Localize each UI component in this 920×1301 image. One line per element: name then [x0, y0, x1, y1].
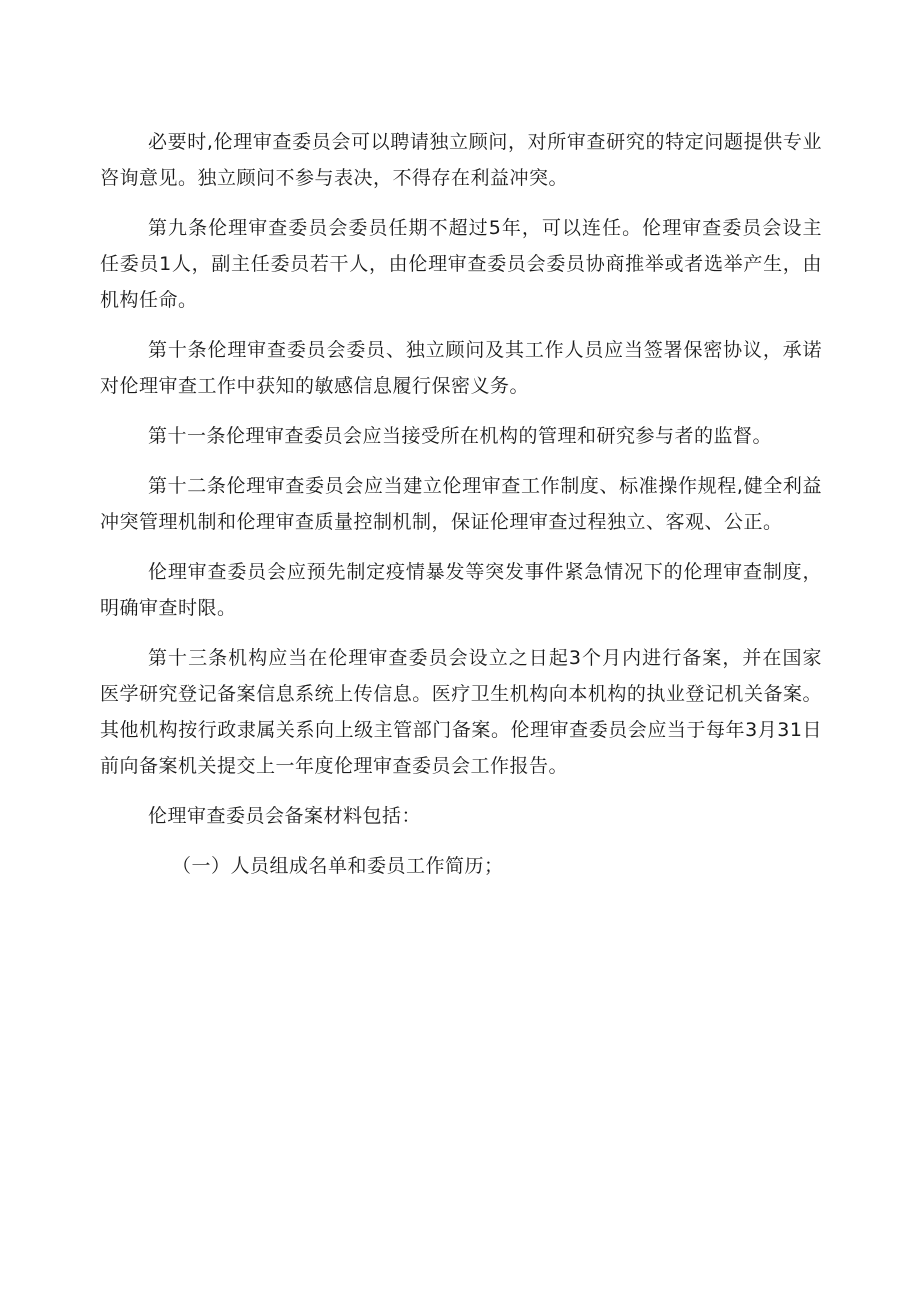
paragraph-article-9: 第九条伦理审查委员会委员任期不超过5年，可以连任。伦理审查委员会设主任委员1人，副主任委员若干人，由伦理审查委员会委员协商推举或者选举产生，由机构任命。: [100, 217, 822, 311]
paragraph-article-10: 第十条伦理审查委员会委员、独立顾问及其工作人员应当签署保密协议，承诺对伦理审查工作中获知的敏感信息履行保密义务。: [100, 339, 822, 397]
paragraph-filing-materials: 伦理审查委员会备案材料包括：: [148, 805, 422, 827]
paragraph-independent-consultant: 必要时,伦理审查委员会可以聘请独立顾问，对所审查研究的特定问题提供专业咨询意见。独立顾问不参与表决，不得存在利益冲突。: [100, 131, 822, 189]
paragraph-article-11: 第十一条伦理审查委员会应当接受所在机构的管理和研究参与者的监督。: [148, 425, 773, 447]
document-body: [100, 124, 822, 898]
paragraph-article-12: 第十二条伦理审查委员会应当建立伦理审查工作制度、标准操作规程,健全利益冲突管理机制和伦理审查质量控制机制，保证伦理审查过程独立、客观、公正。: [100, 475, 822, 533]
list-item-1: （一）人员组成名单和委员工作简历；: [172, 855, 504, 877]
paragraph-emergency-review: 伦理审查委员会应预先制定疫情暴发等突发事件紧急情况下的伦理审查制度，明确审查时限。: [100, 561, 822, 619]
paragraph-article-13: 第十三条机构应当在伦理审查委员会设立之日起3个月内进行备案，并在国家医学研究登记备案信息系统上传信息。医疗卫生机构向本机构的执业登记机关备案。其他机构按行政隶属关系向上级主管部门备案。伦理审查委员会应当于每年3月31日前向备案机关提交上一年度伦理审查委员会工作报告。: [100, 647, 822, 777]
